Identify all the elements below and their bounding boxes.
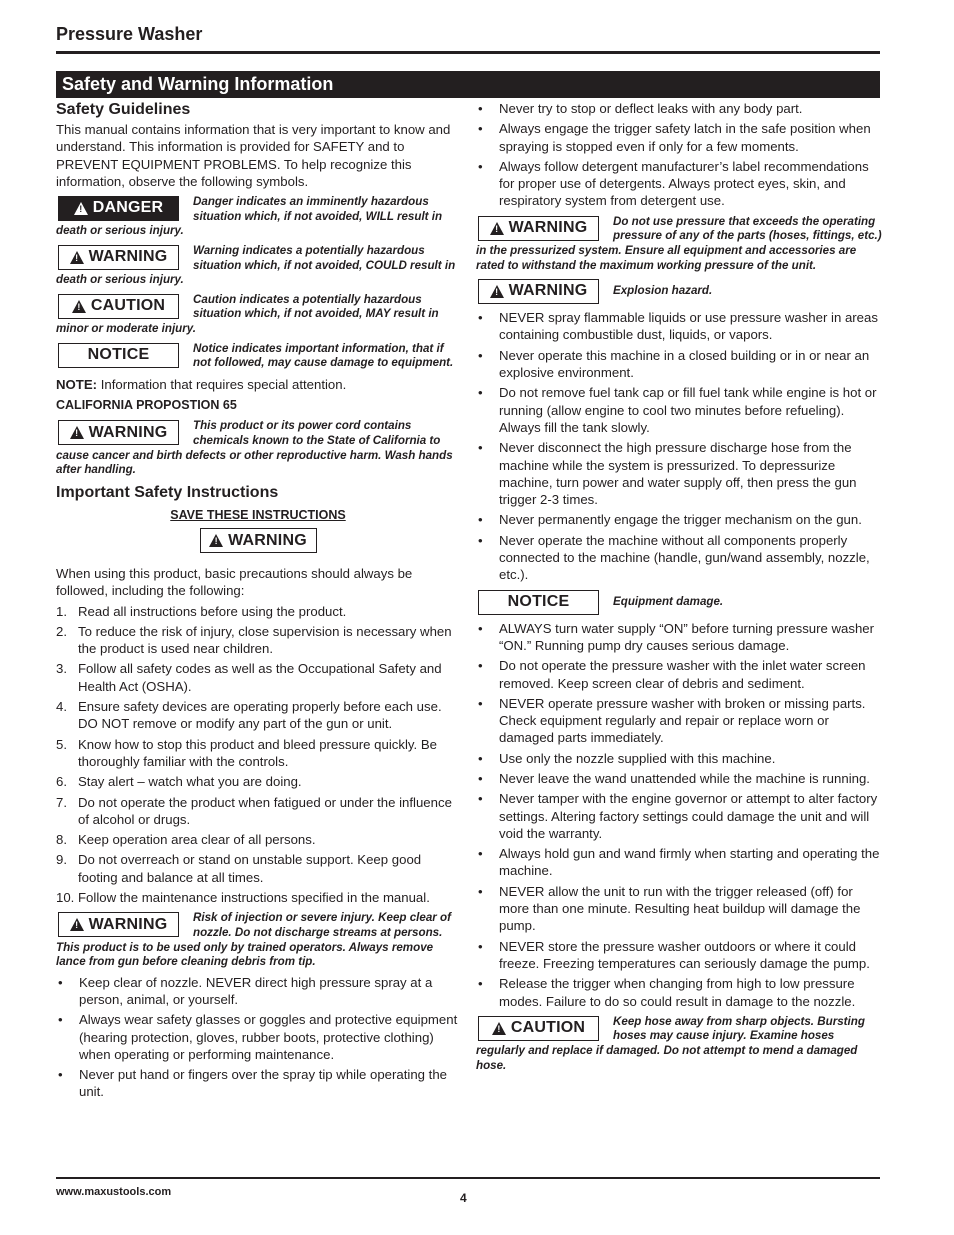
list-item: • ALWAYS turn water supply “ON” before turning pressure washer “ON.” Running pump dry causes serious damage. — [476, 620, 882, 655]
caution-definition: ! CAUTION Caution indicates a potentially hazardous situation which, if not avoided, MAY result in minor or moderate injury. — [56, 292, 439, 335]
caution-signal: ! CAUTION — [478, 1016, 599, 1041]
injection-bullets — [56, 974, 460, 1101]
note-line: NOTE: Information that requires special attention. — [56, 376, 347, 392]
list-item: 6. Stay alert – watch what you are doing. — [56, 774, 302, 790]
alert-triangle-icon: ! — [490, 285, 504, 298]
safety-guidelines-intro: This manual contains information that is very important to know and understand. This information is provided for SAFETY and to PREVENT EQUIPMENT PROBLEMS. To help recognize this information, observe the following symbols. — [56, 122, 451, 189]
header-title: Pressure Washer — [56, 24, 203, 44]
warning-signal: ! WARNING — [58, 912, 179, 937]
list-item: 2. To reduce the risk of injury, close supervision is necessary when the product is used near children. — [56, 623, 452, 657]
warning-signal: ! WARNING — [478, 216, 599, 241]
save-instructions: SAVE THESE INSTRUCTIONS — [170, 507, 346, 522]
list-item: • NEVER store the pressure washer outdoors or where it could freeze. Freezing temperatures can seriously damage the pump. — [476, 938, 882, 973]
important-heading: Important Safety Instructions — [56, 483, 279, 501]
left-column — [56, 100, 460, 1104]
list-item: 9. Do not overreach or stand on unstable support. Keep good footing and balance at all times. — [56, 852, 422, 885]
list-item: • Always engage the trigger safety latch in the safe position when spraying is stopped even if only for a few moments. — [476, 120, 882, 155]
warning-definition: ! WARNING Warning indicates a potentially hazardous situation which, if not avoided, COULD result in death or serious injury. — [56, 243, 456, 287]
alert-triangle-icon: ! — [490, 222, 504, 235]
california-warning: ! WARNING This product or its power cord contains chemicals known to the State of California to cause cancer and birth defects or other reproductive harm. Wash hands after handling. — [56, 419, 453, 477]
page-number: 4 — [460, 1191, 467, 1205]
list-item: • Always follow detergent manufacturer’s label recommendations for proper use of detergents. Always protect eyes, skin, and respiratory system from detergent use. — [476, 158, 882, 210]
list-item: 4. Ensure safety devices are operating properly before each use. DO NOT remove or modify any part of the gun or unit. — [56, 699, 442, 732]
explosion-warning: ! WARNING Explosion hazard. — [476, 278, 882, 305]
list-item: • Keep clear of nozzle. NEVER direct high pressure spray at a person, animal, or yourself. — [56, 974, 460, 1009]
danger-definition: ! DANGER Danger indicates an imminently hazardous situation which, if not avoided, WILL result in death or serious injury. — [56, 195, 443, 238]
section-title: Safety and Warning Information — [56, 71, 880, 98]
list-item: • Never tamper with the engine governor or attempt to alter factory settings. Altering factory settings could damage the unit and will void the warranty. — [476, 790, 882, 842]
header-rule — [56, 51, 880, 54]
notice-signal: NOTICE — [478, 590, 599, 615]
safety-guidelines-heading: Safety Guidelines — [56, 101, 191, 118]
list-item: • NEVER operate pressure washer with broken or missing parts. Check equipment regularly and repair or replace worn or damaged parts immediately. — [476, 695, 882, 747]
list-item: 10. Follow the maintenance instructions specified in the manual. — [56, 890, 430, 906]
alert-triangle-icon: ! — [70, 426, 84, 439]
list-item: 5. Know how to stop this product and bleed pressure quickly. Be thoroughly familiar with the controls. — [56, 736, 437, 769]
hose-caution: ! CAUTION Keep hose away from sharp objects. Bursting hoses may cause injury. Examine hoses regularly and replace if damaged. Do not attempt to mend a damaged hose. — [476, 1014, 865, 1072]
warning-signal: ! WARNING — [200, 528, 317, 553]
alert-triangle-icon: ! — [492, 1022, 506, 1035]
footer-url[interactable]: www.maxustools.com — [56, 1186, 172, 1198]
footer-rule — [56, 1177, 880, 1179]
list-item: • Never leave the wand unattended while the machine is running. — [476, 770, 882, 787]
list-item: • Use only the nozzle supplied with this machine. — [476, 750, 882, 767]
caution-signal: ! CAUTION — [58, 294, 179, 319]
list-item: • Do not operate the pressure washer with the inlet water screen removed. Keep screen clear of debris and sediment. — [476, 657, 882, 692]
list-item: • Never try to stop or deflect leaks with any body part. — [476, 100, 882, 117]
list-item: • Never put hand or fingers over the spray tip while operating the unit. — [56, 1066, 460, 1101]
injection-bullets-continued — [476, 100, 882, 210]
right-column — [476, 100, 882, 1073]
list-item: • Never operate this machine in a closed building or in or near an explosive environment. — [476, 347, 882, 382]
warning-signal: ! WARNING — [478, 279, 599, 304]
list-item: • Release the trigger when changing from high to low pressure modes. Failure to do so could result in damage to the nozzle. — [476, 975, 882, 1010]
warning-signal: ! WARNING — [58, 245, 179, 270]
list-item: • NEVER allow the unit to run with the trigger released (off) for more than one minute. Resulting heat buildup will damage the pump. — [476, 883, 882, 935]
equipment-notice: NOTICE Equipment damage. — [476, 589, 882, 616]
alert-triangle-icon: ! — [70, 918, 84, 931]
list-item: • Never disconnect the high pressure discharge hose from the machine while the system is pressurized. To depressurize machine, turn power and water supply off, then press the gun trigger 2-3 times. — [476, 439, 882, 508]
list-item: 7. Do not operate the product when fatigued or under the influence of alcohol or drugs. — [56, 794, 452, 827]
danger-signal: ! DANGER — [58, 196, 179, 221]
instructions-list — [56, 603, 460, 907]
california-heading: CALIFORNIA PROPOSTION 65 — [56, 398, 237, 413]
injection-warning: ! WARNING Risk of injection or severe injury. Keep clear of nozzle. Do not discharge streams at persons. This product is to be used only by trained operators. Always remove lance from gun before cleaning debris from tip. — [56, 911, 451, 969]
list-item: • Never operate the machine without all components properly connected to the machine (handle, gun/wand assembly, nozzle, etc.). — [476, 532, 882, 584]
warning-signal: ! WARNING — [58, 420, 179, 445]
alert-triangle-icon: ! — [74, 202, 88, 215]
list-item: 3. Follow all safety codes as well as the Occupational Safety and Health Act (OSHA). — [56, 661, 442, 694]
alert-triangle-icon: ! — [70, 251, 84, 264]
list-item: • Always wear safety glasses or goggles and protective equipment (hearing protection, gloves, rubber boots, protective clothing) when operating or performing maintenance. — [56, 1011, 460, 1063]
alert-triangle-icon: ! — [209, 534, 223, 547]
notice-definition: NOTICE Notice indicates important information, that if not followed, may cause damage to equipment. — [56, 342, 460, 371]
equipment-bullets — [476, 620, 882, 1010]
alert-triangle-icon: ! — [72, 300, 86, 313]
pressure-warning: ! WARNING Do not use pressure that exceeds the operating pressure of any of the parts (hoses, fittings, etc.) in the pressurized system. Ensure all equipment and accessories are rated to withstand the maximum working pressure of the unit. — [476, 214, 882, 272]
list-item: • NEVER spray flammable liquids or use pressure washer in areas containing combustible dust, liquids, or vapors. — [476, 309, 882, 344]
list-item: • Always hold gun and wand firmly when starting and operating the machine. — [476, 845, 882, 880]
explosion-bullets — [476, 309, 882, 583]
list-item: 1. Read all instructions before using the product. — [56, 603, 347, 619]
list-item: 8. Keep operation area clear of all persons. — [56, 832, 316, 848]
list-item: • Do not remove fuel tank cap or fill fuel tank while engine is hot or running (allow engine to cool two minutes before refueling). Always fill the tank slowly. — [476, 384, 882, 436]
notice-signal: NOTICE — [58, 343, 179, 368]
important-intro: When using this product, basic precautions should always be followed, including the following: — [56, 565, 413, 599]
list-item: • Never permanently engage the trigger mechanism on the gun. — [476, 511, 882, 528]
